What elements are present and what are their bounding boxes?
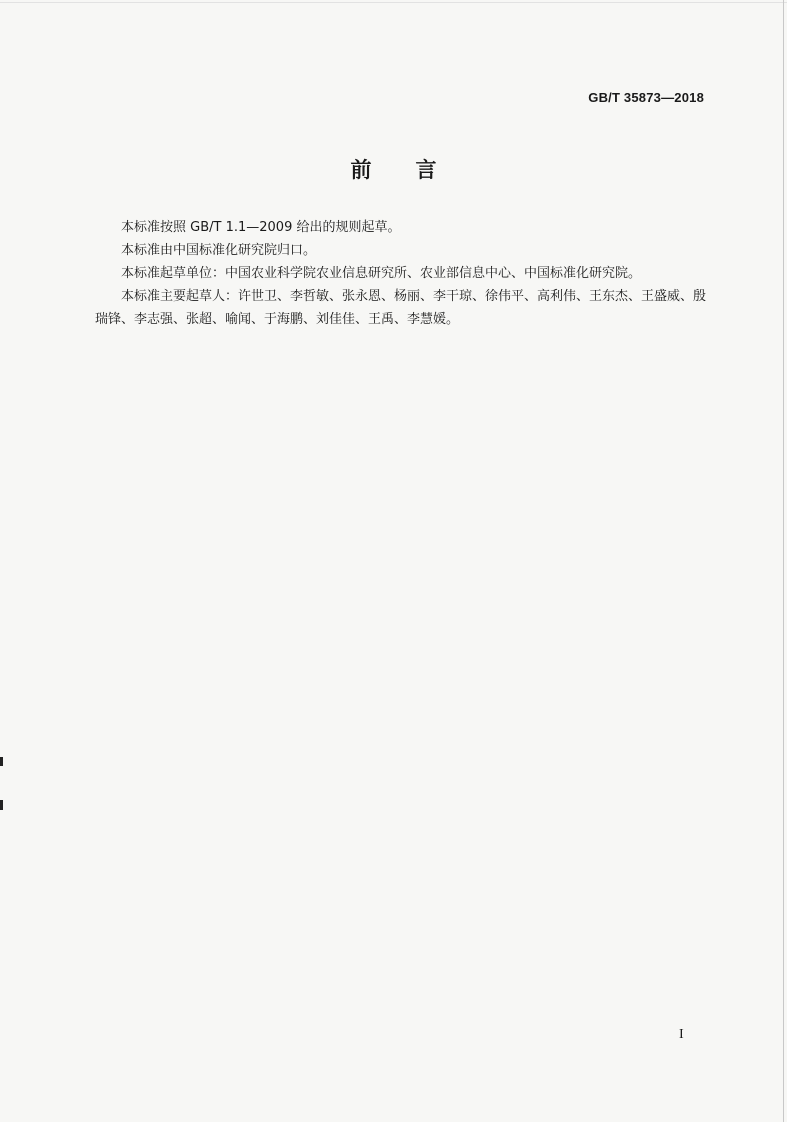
scan-mark bbox=[0, 757, 3, 766]
paragraph-drafting-units: 本标准起草单位：中国农业科学院农业信息研究所、农业部信息中心、中国标准化研究院。 bbox=[121, 266, 642, 281]
paragraph-drafting-rules: 本标准按照 GB/T 1.1—2009 给出的规则起草。 bbox=[121, 220, 401, 235]
page-number: I bbox=[679, 1027, 684, 1042]
paragraph-centralized-by: 本标准由中国标准化研究院归口。 bbox=[121, 243, 317, 258]
standard-number: GB/T 35873—2018 bbox=[588, 90, 704, 105]
scan-edge-top bbox=[0, 2, 787, 3]
page-title: 前言 bbox=[350, 158, 481, 182]
paragraph-drafters: 本标准主要起草人：许世卫、李哲敏、张永恩、杨丽、李干琼、徐伟平、高利伟、王东杰、王盛威、殷瑞锋、李志强、张超、喻闻、于海鹏、刘佳佳、王禹、李慧媛。 bbox=[95, 289, 707, 327]
scan-mark bbox=[0, 800, 3, 810]
foreword-body bbox=[95, 216, 715, 331]
